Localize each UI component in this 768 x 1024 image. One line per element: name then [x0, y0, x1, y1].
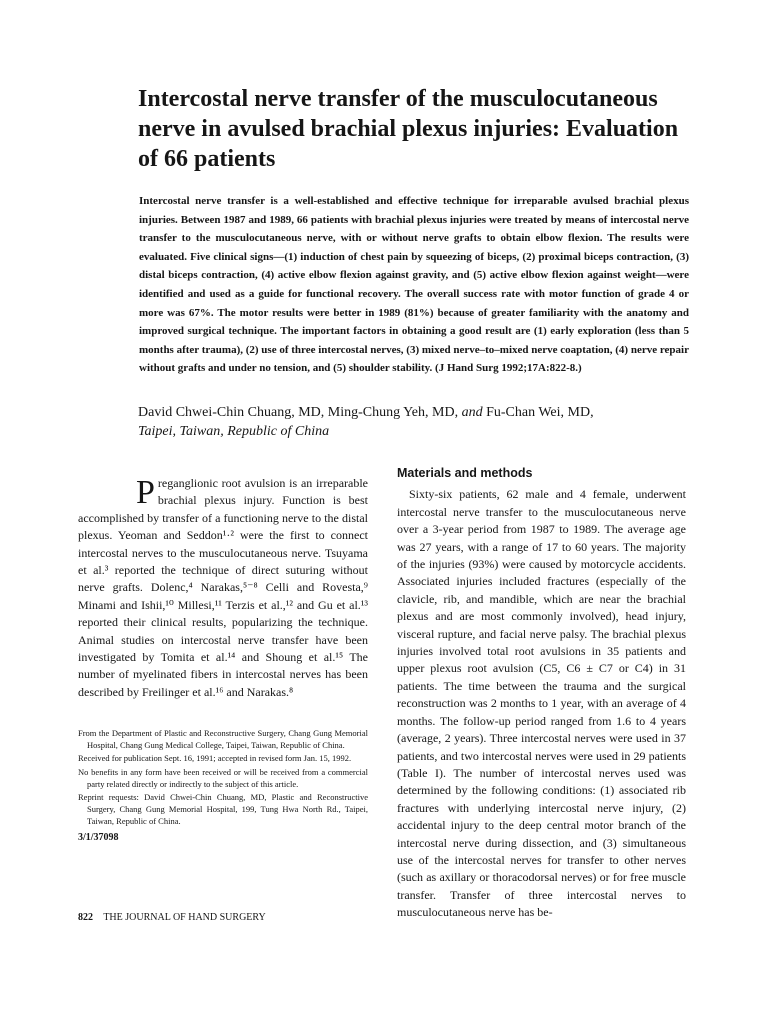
footnote-reprint: Reprint requests: David Chwei-Chin Chuang, MD, Plastic and Reconstructive Surgery, Chang Gung Memorial Hospital, 199, Tung Hwa North Rd., Taipei, Taiwan, Republic of China. [78, 792, 368, 827]
abstract-citation: (J Hand Surg 1992;17A:822-8.) [435, 362, 582, 375]
methods-paragraph: Sixty-six patients, 62 male and 4 female, underwent intercostal nerve transfer to the musculocutaneous nerve over a 3-year period from 1987 to 1989. The average age was 27 years, with a range of 17 to 60 years. The majority of the injuries (93%) were caused by motorcycle accidents. Associated injuries included fractures (especially of the clavicle, rib, and mandible, which are near the brachial plexus and are most commonly involved), head injury, visceral rupture, and facial nerve palsy. The brachial plexus injuries involved total root avulsions in 35 patients and upper plexus root avulsion (C5, C6 ± C7 or C4) in 31 patients. The time between the trauma and the surgical reconstruction was 2 months to 1 year, with an average of 4 months. The follow-up period ranged from 1.6 to 4 years (average, 2 years). Three intercostal nerves were used in 37 patients, and two intercostal nerves were used in 29 patients (Table I). The number of intercostal nerves used was determined by the following conditions: (1) associated rib fractures with underlying intercostal nerve injury, (2) accidental injury to the deep central motor branch of the intercostal nerve during dissection, and (3) simultaneous use of the intercostal nerves for transfer to other nerves (such as axillary or thoracodorsal nerves) or for free muscle transfer. Transfer of three intercostal nerves to musculocutaneous nerve has be- [397, 487, 686, 920]
author-location: Taipei, Taiwan, Republic of China [138, 424, 330, 439]
abstract [139, 192, 689, 378]
page-footer [78, 912, 478, 923]
footnote-benefits: No benefits in any form have been received or will be received from a commercial party related directly or indirectly to the subject of this article. [78, 766, 368, 789]
author-block [138, 403, 698, 441]
author-names-part2: Fu-Chan Wei, MD, [486, 405, 594, 420]
section-heading-methods: Materials and methods [397, 466, 533, 480]
author-conjunction: and [461, 405, 483, 420]
drop-cap: P [136, 474, 155, 511]
right-column [397, 465, 686, 922]
left-column [78, 475, 368, 701]
footnote-received: Received for publication Sept. 16, 1991; accepted in revised form Jan. 15, 1992. [78, 753, 352, 764]
page-number: 822 [78, 912, 93, 923]
footnotes [78, 727, 368, 845]
journal-name: THE JOURNAL OF HAND SURGERY [103, 912, 266, 923]
footnote-affiliation: From the Department of Plastic and Reconstructive Surgery, Chang Gung Memorial Hospital, Chang Gung Medical College, Taipei, Taiwan, Republic of China. [78, 728, 368, 751]
author-names-part1: David Chwei-Chin Chuang, MD, Ming-Chung Yeh, MD, [138, 405, 459, 420]
intro-paragraph [78, 475, 368, 701]
abstract-text: Intercostal nerve transfer is a well-established and effective technique for irreparable avulsed brachial plexus injuries. Between 1987 and 1989, 66 patients with brachial plexus injuries were treated by means of intercostal nerve transfer to the musculocutaneous nerve, with or without nerve grafts to obtain elbow flexion. The results were evaluated. Five clinical signs—(1) induction of chest pain by squeezing of biceps, (2) proximal biceps contraction, (3) distal biceps contraction, (4) active elbow flexion against gravity, and (5) active elbow flexion against weight—were identified and used as a guide for functional recovery. The overall success rate with motor function of grade 4 or more was 67%. The motor results were better in 1989 (81%) because of greater familiarity with the anatomy and improved surgical technique. The important factors in obtaining a good result are (1) early exploration (less than 5 months after trauma), (2) use of three intercostal nerves, (3) mixed nerve–to–mixed nerve coaptation, (4) nerve repair without grafts and under no tension, and (5) shoulder stability. [139, 195, 689, 375]
article-title: Intercostal nerve transfer of the musculocutaneous nerve in avulsed brachial plexus injuries: Evaluation of 66 patients [138, 86, 679, 172]
article-code: 3/1/37098 [78, 831, 119, 843]
intro-text: reganglionic root avulsion is an irreparable brachial plexus injury. Function is best accomplished by transfer of a functioning nerve to the distal plexus. Yeoman and Seddon¹·² were the first to connect intercostal nerves to the musculocutaneous nerve. Tsuyama et al.³ reported the technique of direct suturing without nerve grafts. Dolenc,⁴ Narakas,⁵⁻⁸ Celli and Rovesta,⁹ Minami and Ishii,¹⁰ Millesi,¹¹ Terzis et al.,¹² and Gu et al.¹³ reported their clinical results, popularizing the technique. Animal studies on intercostal nerve transfer have been investigated by Tomita et al.¹⁴ and Shoung et al.¹⁵ The number of myelinated fibers in intercostal nerves has been described by Freilinger et al.¹⁶ and Narakas.⁸ [78, 476, 368, 699]
